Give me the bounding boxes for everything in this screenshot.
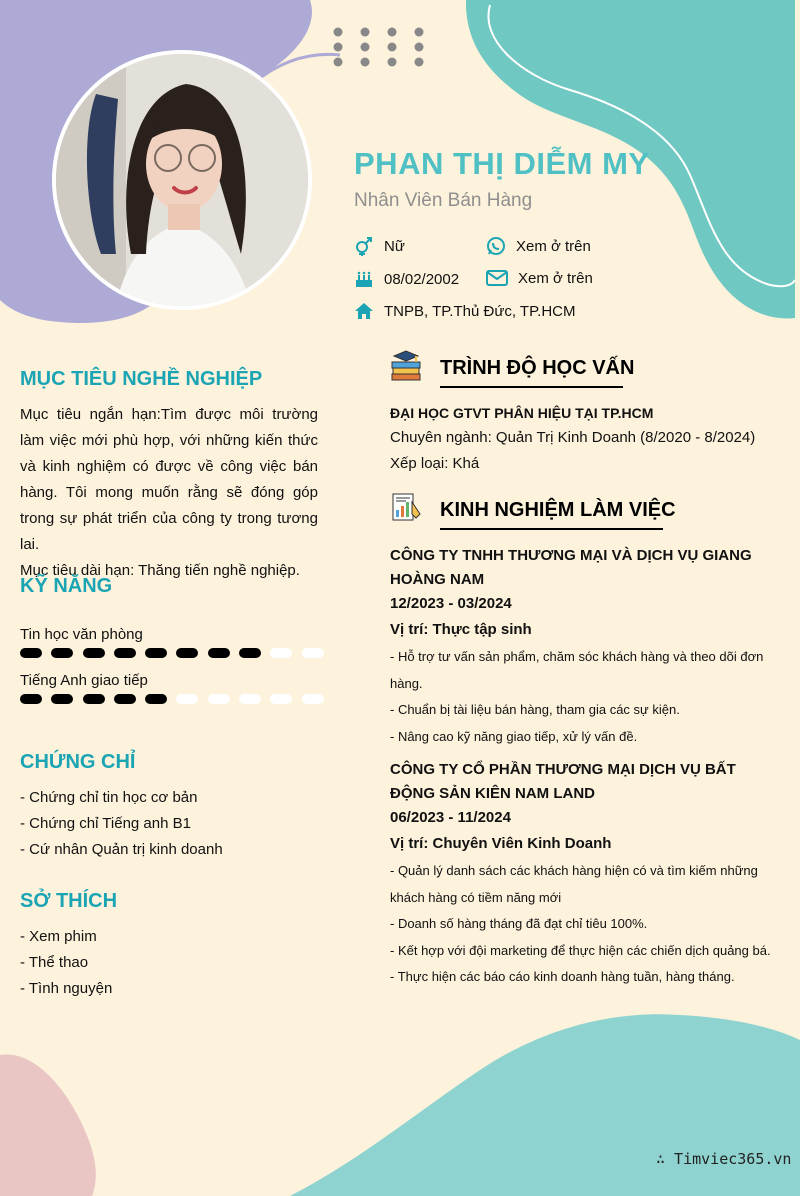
- dot-grid: [334, 28, 424, 67]
- email-row: [486, 269, 593, 287]
- teal-bottom-blob: [290, 1014, 800, 1196]
- list-item: - Cứ nhân Quản trị kinh doanh: [20, 841, 223, 858]
- list-item: - Chuẩn bị tài liệu bán hàng, tham gia các sự kiện.: [390, 702, 680, 717]
- skill-rating: [20, 648, 333, 658]
- job-duties: [390, 644, 780, 750]
- skill-rating: [20, 694, 333, 704]
- job-position: Vị trí: Chuyên Viên Kinh Doanh: [390, 835, 612, 852]
- company-name: CÔNG TY CỔ PHẦN THƯƠNG MẠI DỊCH VỤ BẤT ĐỘNG SẢN KIÊN NAM LAND: [390, 761, 736, 802]
- graduation-books-icon: [390, 350, 422, 382]
- hobbies-list: [20, 924, 112, 1002]
- skill-dot-empty: [270, 694, 292, 704]
- skill-dot-empty: [239, 694, 261, 704]
- gender-icon: [354, 236, 374, 256]
- skill-dot-filled: [114, 694, 136, 704]
- watermark: ∴ Timviec365.vn: [656, 1150, 792, 1168]
- skill-dot-empty: [302, 694, 324, 704]
- envelope-icon: [486, 269, 508, 287]
- list-item: - Chứng chỉ Tiếng anh B1: [20, 815, 191, 832]
- company-name: CÔNG TY TNHH THƯƠNG MẠI VÀ DỊCH VỤ GIANG HOÀNG NAM: [390, 547, 752, 588]
- skills-heading: KỸ NĂNG: [20, 575, 113, 597]
- list-item: - Tình nguyện: [20, 980, 113, 997]
- job-period: 12/2023 - 03/2024: [390, 595, 512, 612]
- list-item: - Doanh số hàng tháng đã đạt chỉ tiêu 100%.: [390, 916, 648, 931]
- skill-dot-filled: [208, 648, 230, 658]
- skill-dot-empty: [270, 648, 292, 658]
- cake-icon: [354, 269, 374, 289]
- skill-dot-filled: [239, 648, 261, 658]
- home-icon: [354, 302, 374, 320]
- education-grade: Xếp loại: Khá: [390, 455, 480, 472]
- list-item: - Thể thao: [20, 954, 89, 971]
- skill-name: Tiếng Anh giao tiếp: [20, 672, 148, 689]
- skill-dot-filled: [114, 648, 136, 658]
- list-item: - Quản lý danh sách các khách hàng hiện có và tìm kiếm những khách hàng có tiềm năng mới: [390, 863, 758, 905]
- gender-row: [354, 236, 405, 256]
- job-entry: [390, 544, 780, 750]
- list-item: - Nâng cao kỹ năng giao tiếp, xử lý vấn đề.: [390, 728, 638, 744]
- skill-dot-filled: [20, 694, 42, 704]
- hobbies-heading: SỞ THÍCH: [20, 890, 118, 912]
- skill-dot-empty: [176, 694, 198, 704]
- objective-text: [20, 402, 318, 584]
- skill-dot-filled: [51, 694, 73, 704]
- skill-dot-filled: [51, 648, 73, 658]
- gender-value: Nữ: [384, 237, 405, 255]
- whatsapp-icon: [486, 236, 506, 256]
- long-term-goal: Mục tiêu dài hạn: Thăng tiến nghề nghiệp.: [20, 562, 300, 579]
- skill-dot-filled: [145, 694, 167, 704]
- list-item: - Thực hiện các báo cáo kinh doanh hàng tuần, hàng tháng.: [390, 969, 735, 984]
- email-value[interactable]: Xem ở trên: [518, 269, 593, 287]
- skill-dot-empty: [302, 648, 324, 658]
- skill-dot-filled: [145, 648, 167, 658]
- experience-heading: KINH NGHIỆM LÀM VIỆC: [440, 499, 663, 530]
- birthday-row: [354, 269, 459, 289]
- document-chart-icon: [390, 492, 422, 524]
- address-value: TNPB, TP.Thủ Đức, TP.HCM: [384, 302, 576, 320]
- education-major: Chuyên ngành: Quản Trị Kinh Doanh (8/2020 - 8/2024): [390, 429, 756, 446]
- school-name: ĐẠI HỌC GTVT PHÂN HIỆU TẠI TP.HCM: [390, 405, 654, 421]
- job-position: Vị trí: Thực tập sinh: [390, 621, 532, 638]
- skill-dot-filled: [83, 648, 105, 658]
- job-entry: [390, 758, 780, 991]
- skill-name: Tin học văn phòng: [20, 626, 143, 643]
- address-row: [354, 302, 575, 320]
- birthday-value: 08/02/2002: [384, 270, 460, 288]
- education-heading: TRÌNH ĐỘ HỌC VẤN: [440, 357, 623, 388]
- phone-value[interactable]: Xem ở trên: [516, 237, 591, 255]
- list-item: - Chứng chỉ tin học cơ bản: [20, 789, 198, 806]
- certificates-list: [20, 785, 223, 863]
- profile-photo: [52, 50, 312, 310]
- candidate-title: Nhân Viên Bán Hàng: [354, 190, 533, 211]
- skill-dot-filled: [176, 648, 198, 658]
- job-duties: [390, 858, 780, 991]
- skill-dot-empty: [208, 694, 230, 704]
- skill-dot-filled: [83, 694, 105, 704]
- skill-dot-filled: [20, 648, 42, 658]
- short-term-goal: Mục tiêu ngắn hạn:Tìm được môi trường làm việc mới phù hợp, với những kiến thức và kinh nghiệm có được về công việc bán hàng. Tôi mong muốn rằng sẽ đóng góp trong sự phát triển của công ty trong tương lai.: [20, 406, 318, 553]
- list-item: - Xem phim: [20, 928, 97, 945]
- certificates-heading: CHỨNG CHỈ: [20, 751, 136, 773]
- candidate-name: PHAN THỊ DIỄM MY: [354, 146, 650, 181]
- list-item: - Kết hợp với đội marketing để thực hiện các chiến dịch quảng bá.: [390, 942, 771, 958]
- objective-heading: MỤC TIÊU NGHỀ NGHIỆP: [20, 368, 263, 390]
- pink-blob: [0, 1054, 96, 1196]
- job-period: 06/2023 - 11/2024: [390, 809, 511, 826]
- list-item: - Hỗ trợ tư vấn sản phẩm, chăm sóc khách hàng và theo dõi đơn hàng.: [390, 649, 764, 691]
- phone-row: [486, 236, 591, 256]
